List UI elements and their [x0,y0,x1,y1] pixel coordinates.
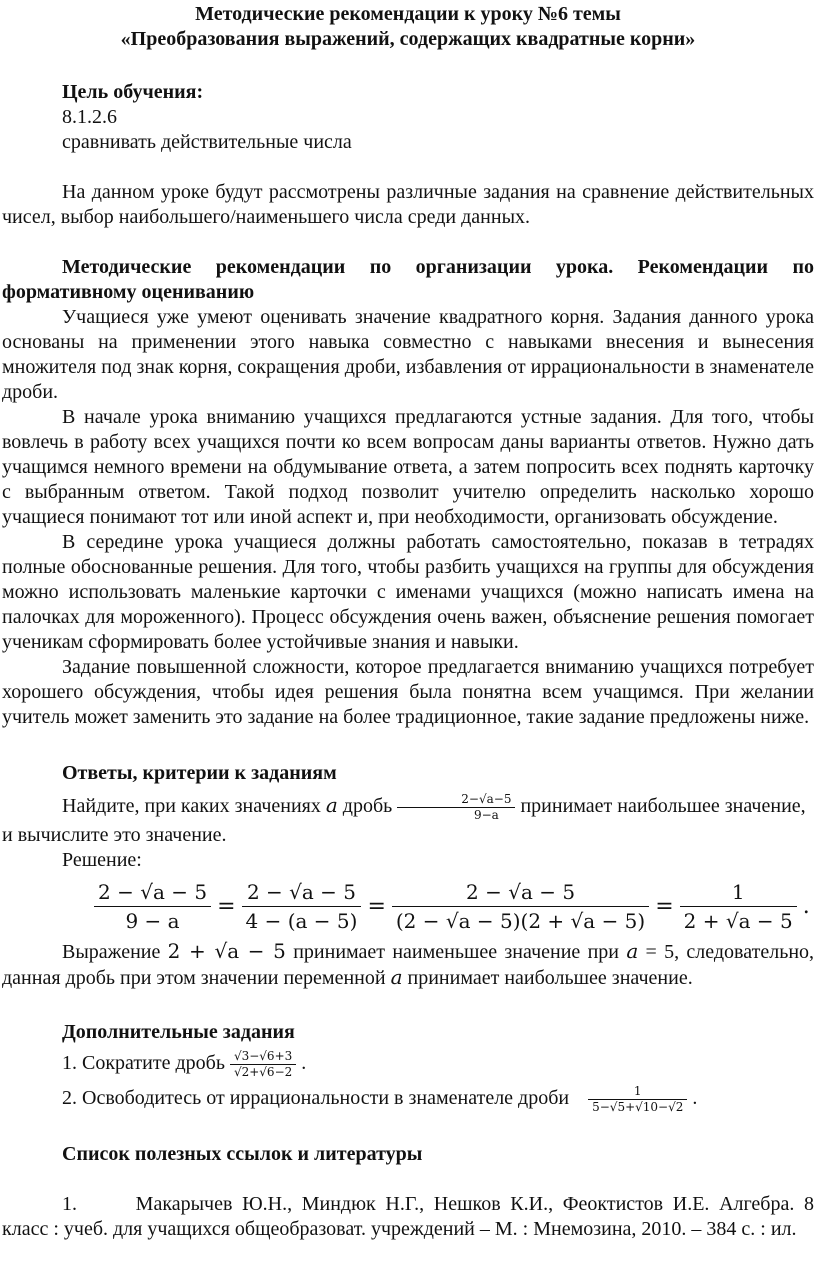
task-mid: дробь [342,795,393,818]
extra-item-1-denominator: √2+√6−2 [233,1065,293,1079]
equation-fraction-4 [680,878,797,935]
conclusion-expression: 2 + √a − 5 [167,939,286,963]
methods-heading: Методические рекомендации по организации урока. Рекомендации по формативному оцениванию [2,256,814,303]
extra-item-2-numerator: 1 [588,1084,687,1100]
task-fraction-numerator: 2−√a−5 [397,792,515,808]
conclusion-end: принимает наибольшее значение. [407,967,693,989]
equation-fraction-1-denominator: 9 − a [125,908,180,933]
document-page [2,0,814,1242]
goal-heading: Цель обучения: [62,81,204,103]
task-variable: a [325,793,338,818]
equals-sign: = [655,893,674,919]
extra-item-2-text: 2. Освободитесь от иррациональности в знаменателе дроби [62,1087,570,1110]
intro-paragraph: На данном уроке будут рассмотрены различные задания на сравнение действительных чисел, выбор наибольшего/наименьшего числа среди данных. [2,181,814,228]
solution-label: Решение: [62,849,142,871]
literature-item-number: 1. [62,1193,77,1215]
conclusion-value: = 5, следовательно, данная дробь при этом значении переменной [2,941,815,989]
equation-end-period: . [802,893,810,919]
equals-sign: = [217,893,236,919]
title-line-2: «Преобразования выражений, содержащих квадратные корни» [120,28,696,50]
extra-item-1-text: 1. Сократите дробь [62,1052,225,1075]
methods-paragraph-3: В середине урока учащиеся должны работать самостоятельно, показав в тетрадях полные обоснованные решения. Для того, чтобы разбить учащихся на группы для обсуждения можно использовать маленькие карточки с именами учащихся (можно написать имена на палочках для мороженного). Процесс обсуждения очень важен, объяснение решения помогает ученикам сформировать более устойчивые знания и навыки. [2,531,814,653]
solution-equation [2,873,814,939]
equation-fraction-3-numerator: 2 − √a − 5 [392,878,649,907]
methods-paragraph-2: В начале урока вниманию учащихся предлагаются устные задания. Для того, чтобы вовлечь в работу всех учащихся почти ко всем вопросам даны варианты ответов. Нужно дать учащимся немного времени на обдумывание ответа, а затем попросить всех поднять карточку с выбранным ответом. Такой подход позволит учителю определить насколько хорошо учащиеся понимают тот или иной аспект и, при необходимости, организовать обсуждение. [2,406,814,528]
literature-heading: Список полезных ссылок и литературы [62,1143,423,1165]
extra-item-2-fraction [588,1084,687,1115]
equation-fraction-1-numerator: 2 − √a − 5 [94,878,211,907]
conclusion-mid: принимает наименьшее значение при [293,941,620,963]
conclusion-variable: a [626,939,639,963]
title-line-1: Методические рекомендации к уроку №6 темы [195,3,621,25]
answers-heading: Ответы, критерии к заданиям [62,762,337,784]
goal-code: 8.1.2.6 [62,106,117,128]
task-after: принимает наибольшее значение, и вычислите это значение. [2,795,806,846]
equals-sign: = [367,893,386,919]
methods-paragraph-4: Задание повышенной сложности, которое предлагается вниманию учащихся потребует хорошего обсуждения, чтобы идея решения была понятна всем учащимся. При желании учитель может заменить это задание на более традиционное, такие задание предложены ниже. [2,656,814,728]
extra-item-2-denominator: 5−√5+√10−√2 [592,1100,684,1114]
task-text [2,792,814,848]
methods-paragraph-1: Учащиеся уже умеют оценивать значение квадратного корня. Задания данного урока основаны на применении этого навыка совместно с навыками внесения и вынесения множителя под знак корня, сокращения дроби, избавления от иррациональности в знаменателе дроби. [2,306,814,403]
conclusion-text [2,939,814,991]
task-fraction-denominator: 9−a [473,808,499,822]
extra-heading: Дополнительные задания [62,1021,295,1043]
extra-item-1-fraction [230,1049,296,1080]
equation-fraction-2 [242,878,362,935]
extra-item-1-numerator: √3−√6+3 [230,1049,296,1065]
conclusion-variable-2: a [390,965,403,989]
extra-item-1-end: . [301,1052,307,1075]
extra-item-2 [2,1084,814,1115]
goal-text: сравнивать действительные числа [62,131,352,153]
extra-item-2-end: . [692,1087,698,1110]
conclusion-before: Выражение [62,941,161,963]
equation-fraction-4-denominator: 2 + √a − 5 [683,908,793,933]
equation-fraction-3-denominator: (2 − √a − 5)(2 + √a − 5) [395,908,646,933]
extra-item-1 [2,1049,814,1080]
equation-fraction-1 [94,878,211,935]
task-fraction [397,792,515,823]
literature-item-text: Макарычев Ю.Н., Миндюк Н.Г., Нешков К.И., Феоктистов И.Е. Алгебра. 8 класс : учеб. для учащихся общеобразоват. учреждений – М. : Мнемозина, 2010. – 384 с. : ил. [2,1193,815,1240]
literature-item [2,1192,814,1242]
equation-fraction-2-denominator: 4 − (a − 5) [245,908,358,933]
task-before: Найдите, при каких значениях [62,795,321,818]
equation-fraction-3 [392,878,649,935]
equation-fraction-4-numerator: 1 [680,878,797,907]
equation-fraction-2-numerator: 2 − √a − 5 [242,878,362,907]
